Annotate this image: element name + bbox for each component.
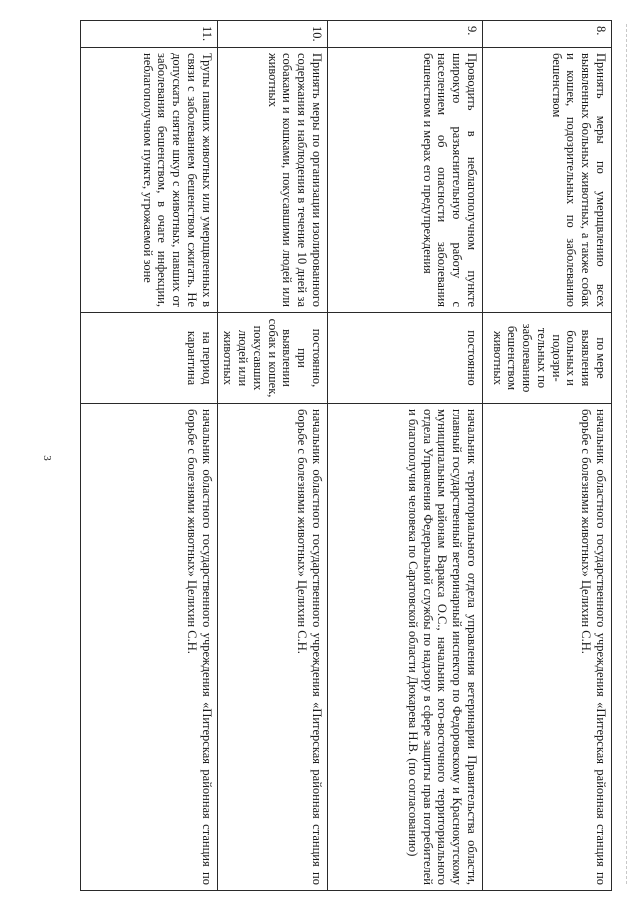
table-row (217, 21, 327, 891)
row-number: 10. (217, 21, 327, 48)
row-number: 9. (328, 21, 483, 48)
responsible-cell: начальник областного государственного учреждения «Питерская районная станция по борьбе с болезнями животных» Целихин С.Н. (483, 404, 612, 891)
rotated-page-content (91, 20, 612, 890)
row-number: 8. (483, 21, 612, 48)
row-number: 11. (80, 21, 217, 48)
page-number: 3 (40, 455, 53, 461)
table-row (80, 21, 217, 891)
table-row (483, 21, 612, 891)
measure-cell: Проводить в неблагополучном пункте широкую разъяснительную работу с населением об опасности заболевания бешенством и мерах его предупреждения (328, 48, 483, 313)
responsible-cell: начальник территориального отдела управления ветеринарии Правительства области, главный государственный ветеринарный инспектор по Федоровскому и Краснокутскому муниципальным районам Варакса О.С., начальник юго-восточного территориального отдела Управления Федеральной службы по надзору в сфере защиты прав потребителей и благополучия человека по Саратовской области Дюкарева Н.В. (по согласованию) (328, 404, 483, 891)
binder-margin-line (626, 24, 628, 884)
measure-cell: Трупы павших животных или умерщвленных в связи с заболеванием бешенством сжигать. Не допускать снятие шкур с животных, павших от заболевания бешенством, в очаге инфекции, неблагополучном пункте, угрожаемой зоне (80, 48, 217, 313)
measure-cell: Принять меры по организации изолированного содержания и наблюдения в течение 10 дней за собаками и кошками, покусавшими людей или животных (217, 48, 327, 313)
term-cell: на период карантина (80, 313, 217, 404)
term-cell: по мере выявления больных и подозри-тельных по заболеванию бешенством животных (483, 313, 612, 404)
responsible-cell: начальник областного государственного учреждения «Питерская районная станция по борьбе с болезнями животных» Целихин С.Н. (80, 404, 217, 891)
term-cell: постоянно (328, 313, 483, 404)
responsible-cell: начальник областного государственного учреждения «Питерская районная станция по борьбе с болезнями животных» Целихин С.Н. (217, 404, 327, 891)
table-row (328, 21, 483, 891)
term-cell: постоянно, при выявлении собак и кошек, покусавших людей или животных (217, 313, 327, 404)
measure-cell: Принять меры по умерщвлению всех выявленных больных животных, а также собак и кошек, подозрительных по заболеванию бешенством (483, 48, 612, 313)
measures-table (80, 20, 612, 891)
